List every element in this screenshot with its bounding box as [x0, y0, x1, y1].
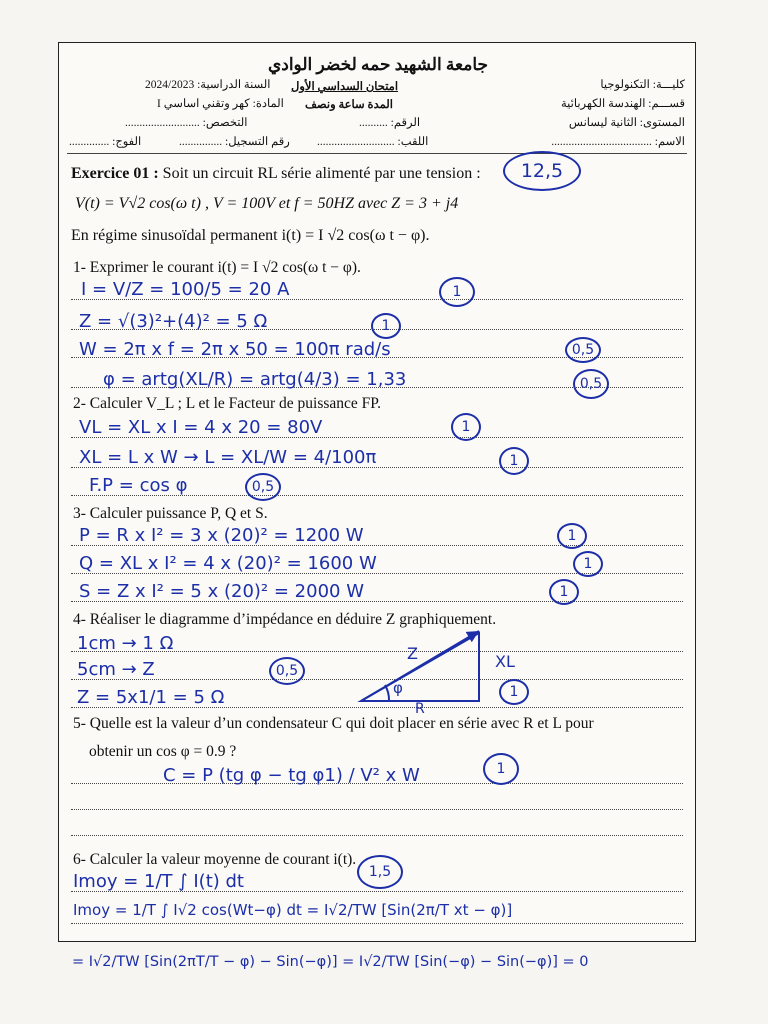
answer-q5: C = P (tg φ − tg φ1) / V² x W	[163, 765, 420, 786]
answer-q3-line2: Q = XL x I² = 4 x (20)² = 1600 W	[79, 553, 377, 574]
answer-line	[71, 809, 683, 810]
answer-q2-line1: VL = XL x I = 4 x 20 = 80V	[79, 417, 323, 438]
exercise-heading: Exercice 01 : Soit un circuit RL série alimenté par une tension :	[71, 165, 481, 182]
mark-circle: 1	[483, 753, 519, 785]
total-grade-circle: 12,5	[503, 151, 581, 191]
voltage-equation: V(t) = V√2 cos(ω t) , V = 100V et f = 50HZ avec Z = 3 + j4	[75, 195, 459, 212]
header-separator	[67, 153, 687, 154]
mark-circle: 1	[451, 413, 481, 441]
mark-circle: 1,5	[357, 855, 403, 889]
diagram-xl-label: XL	[495, 652, 515, 671]
exam-duration: المدة ساعة ونصف	[305, 99, 393, 111]
answer-q2-line2: XL = L x W → L = XL/W = 4/100π	[79, 447, 377, 468]
group-line: الفوج: ..............	[69, 136, 142, 148]
question-1: 1- Exprimer le courant i(t) = I √2 cos(ω t − φ).	[73, 259, 361, 276]
faculty-line: كليـــة: التكنولوجيا	[600, 79, 685, 91]
diagram-z-label: Z	[407, 644, 418, 663]
diagram-r-label: R	[415, 701, 425, 713]
mark-circle: 0,5	[565, 337, 601, 363]
mark-circle: 1	[439, 277, 475, 307]
answer-q3-line3: S = Z x I² = 5 x (20)² = 2000 W	[79, 581, 364, 602]
answer-q6-line2: Imoy = 1/T ∫ I√2 cos(Wt−φ) dt = I√2/TW [Sin(2π/T xt − φ)]	[73, 901, 513, 919]
mark-circle: 1	[573, 551, 603, 577]
question-5: 5- Quelle est la valeur d’un condensateur C qui doit placer en série avec R et L pour	[73, 715, 594, 732]
department-line: قســـم: الهندسة الكهربائية	[560, 98, 685, 110]
registration-line: رقم التسجيل: ...............	[179, 136, 290, 148]
answer-q6-line1: Imoy = 1/T ∫ I(t) dt	[73, 871, 244, 892]
specialty-line: التخصص: ..........................	[125, 117, 248, 129]
answer-q1-line3: W = 2π x f = 2π x 50 = 100π rad/s	[79, 339, 391, 360]
answer-q6-line3: = I√2/TW [Sin(2πT/T − φ) − Sin(−φ)] = I√2/TW [Sin(−φ) − Sin(−φ)] = 0	[72, 954, 589, 970]
mark-circle: 0,5	[573, 369, 609, 399]
mark-circle: 1	[557, 523, 587, 549]
answer-q2-line3: F.P = cos φ	[89, 475, 188, 496]
mark-circle: 0,5	[245, 473, 281, 501]
subject-line: المادة: كهر وتقني اساسي I	[157, 98, 284, 110]
answer-q4-line2: 5cm → Z	[77, 659, 155, 680]
question-3: 3- Calculer puissance P, Q et S.	[73, 505, 268, 522]
university-title: جامعة الشهيد حمه لخضر الوادي	[267, 55, 489, 74]
exam-title: امتحان السداسي الأول	[291, 81, 399, 93]
name-line: الاسم: ...................................	[551, 136, 685, 148]
year-line: السنة الدراسية: 2024/2023	[145, 79, 271, 91]
mark-circle: 1	[549, 579, 579, 605]
answer-q3-line1: P = R x I² = 3 x (20)² = 1200 W	[79, 525, 364, 546]
surname-line: اللقب: ...........................	[317, 136, 429, 148]
mark-circle: 1	[499, 679, 529, 705]
answer-q1-line4: φ = artg(XL/R) = artg(4/3) = 1,33	[103, 369, 407, 390]
number-line: الرقم: ..........	[359, 117, 421, 129]
answer-q1-line1: I = V/Z = 100/5 = 20 A	[81, 279, 290, 300]
answer-q4-line3: Z = 5x1/1 = 5 Ω	[77, 687, 225, 708]
question-5-cont: obtenir un cos φ = 0.9 ?	[89, 743, 237, 760]
mark-circle: 1	[371, 313, 401, 339]
question-6: 6- Calculer la valeur moyenne de courant i(t).	[73, 851, 357, 868]
answer-line	[71, 923, 683, 924]
answer-q4-line1: 1cm → 1 Ω	[77, 633, 174, 654]
exam-sheet	[58, 42, 696, 942]
level-line: المستوى: الثانية ليسانس	[568, 117, 685, 129]
question-2: 2- Calculer V_L ; L et le Facteur de puissance FP.	[73, 395, 382, 412]
answer-line	[71, 835, 683, 836]
mark-circle: 0,5	[269, 657, 305, 685]
regime-statement: En régime sinusoïdal permanent i(t) = I √2 cos(ω t − φ).	[71, 227, 430, 244]
mark-circle: 1	[499, 447, 529, 475]
diagram-phi-label: φ	[393, 679, 403, 697]
question-4: 4- Réaliser le diagramme d’impédance en déduire Z graphiquement.	[73, 611, 497, 628]
answer-q1-line2: Z = √(3)²+(4)² = 5 Ω	[79, 311, 268, 332]
